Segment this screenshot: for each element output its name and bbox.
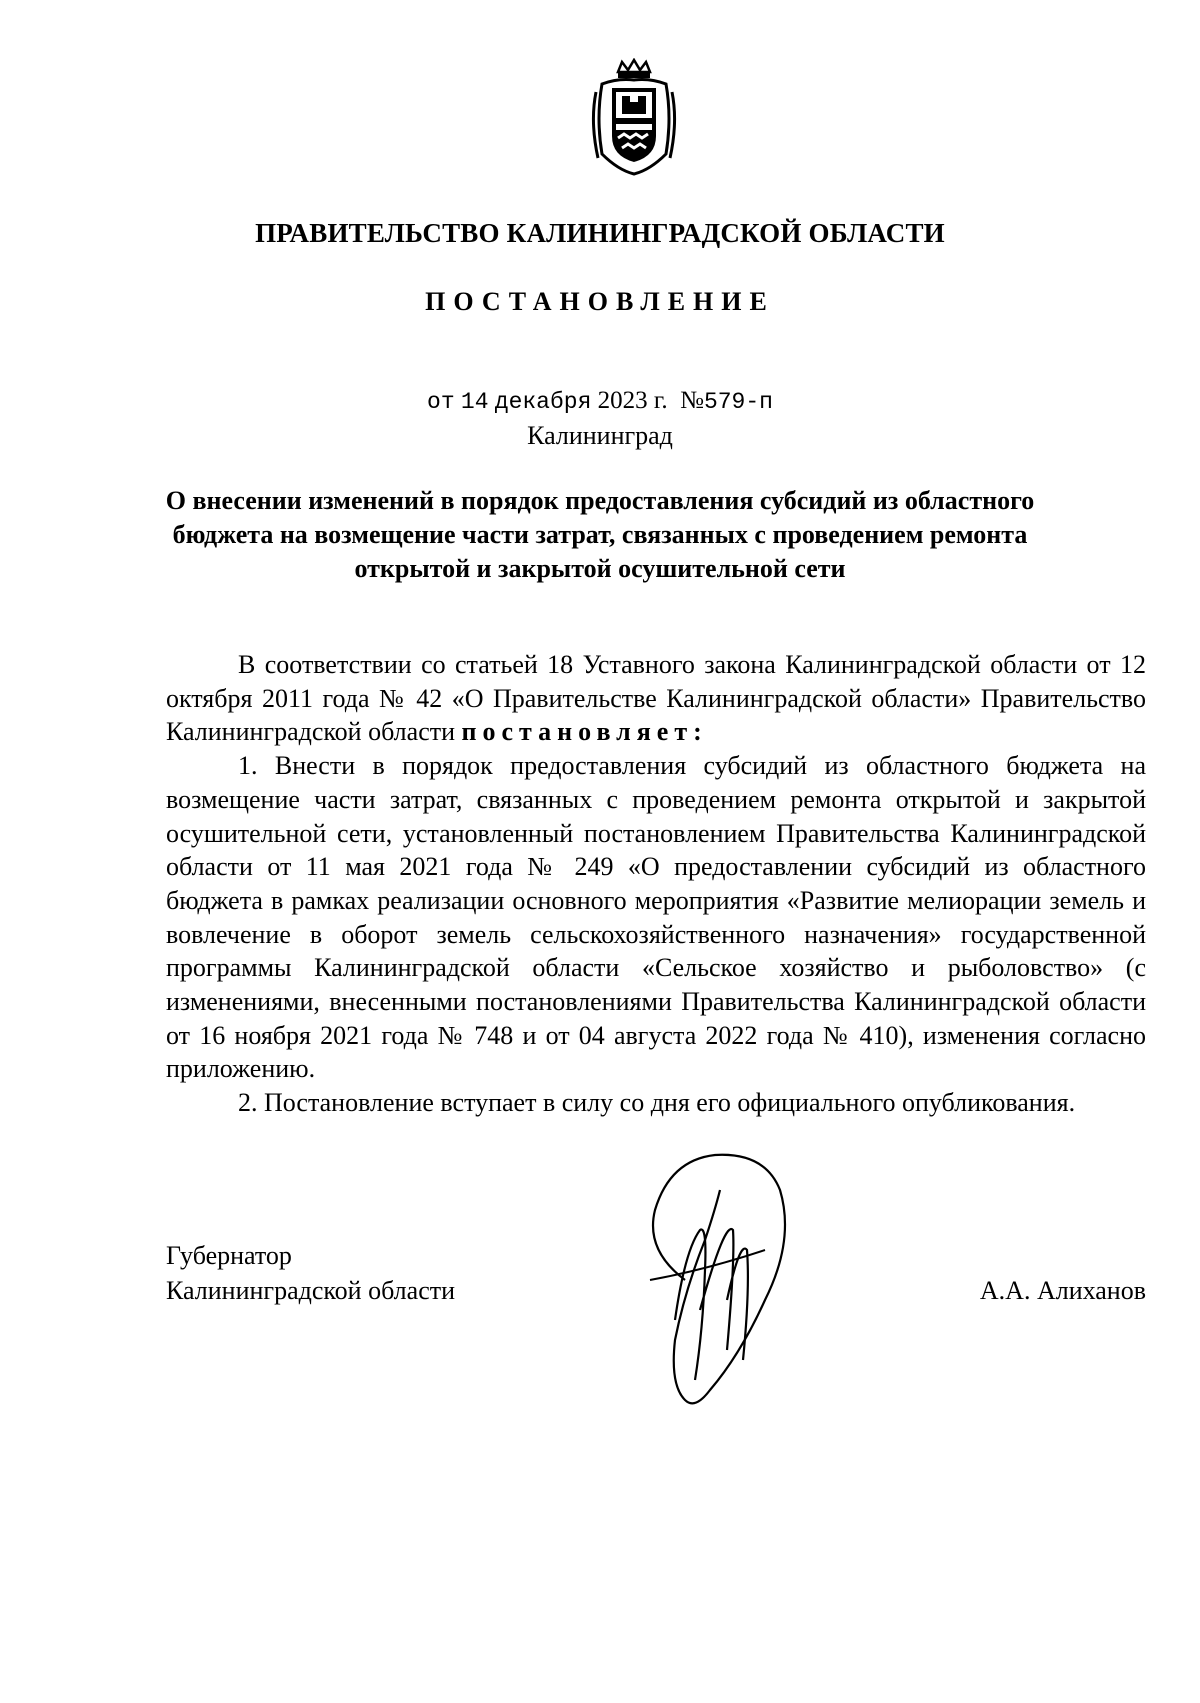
date-year: 2023 г. xyxy=(597,387,668,414)
position-line-2: Калининградской области xyxy=(166,1276,456,1305)
document-title: О внесении изменений в порядок предоставления субсидий из областного бюджета на возмещение части затрат, связанных с проведением ремонта открытой и закрытой осушительной сети xyxy=(165,486,1035,583)
handwritten-signature-icon xyxy=(615,1130,825,1420)
paragraph-preamble xyxy=(166,648,1146,749)
signatory-name: А.А. Алиханов xyxy=(979,1276,1146,1305)
position-line-1: Губернатор xyxy=(166,1241,292,1270)
city: Калининград xyxy=(527,421,673,450)
date-month: декабря xyxy=(494,389,592,415)
preamble-text: В соответствии со статьей 18 Уставного закона Калининградской области от 12 октября 2011 года № 42 «О Правительстве Калининградской области» Правительство Калининградской области xyxy=(166,650,1146,747)
decree-word: постановляет: xyxy=(461,717,708,747)
paragraph-item-1: 1. Внести в порядок предоставления субсидий из областного бюджета на возмещение части затрат, связанных с проведением ремонта открытой и закрытой осушительной сети, установленный постановлением Правительства Калининградской области от 11 мая 2021 года № 249 «О предоставлении субсидий из областного бюджета в рамках реализации основного мероприятия «Развитие мелиорации земель и вовлечение в оборот земель сельскохозяйственного назначения» государственной программы Калининградской области «Сельское хозяйство и рыболовство» (с изменениями, внесенными постановлениями Правительства Калининградской области от 16 ноября 2021 года № 748 и от 04 августа 2022 года № 410), изменения согласно приложению. xyxy=(166,751,1146,1084)
date-day: 14 xyxy=(460,389,489,415)
date-prefix: от xyxy=(427,389,455,415)
organization-name: ПРАВИТЕЛЬСТВО КАЛИНИНГРАДСКОЙ ОБЛАСТИ xyxy=(255,218,945,248)
signatory-position xyxy=(166,1238,455,1308)
document-type: ПОСТАНОВЛЕНИЕ xyxy=(425,287,775,316)
paragraph-item-2: 2. Постановление вступает в силу со дня его официального опубликования. xyxy=(238,1088,1076,1118)
number-sign: № xyxy=(680,387,704,414)
document-number: 579-п xyxy=(703,389,773,415)
coat-of-arms-icon xyxy=(588,58,680,176)
document-body xyxy=(166,648,1146,1120)
document-dateline xyxy=(0,387,1200,415)
